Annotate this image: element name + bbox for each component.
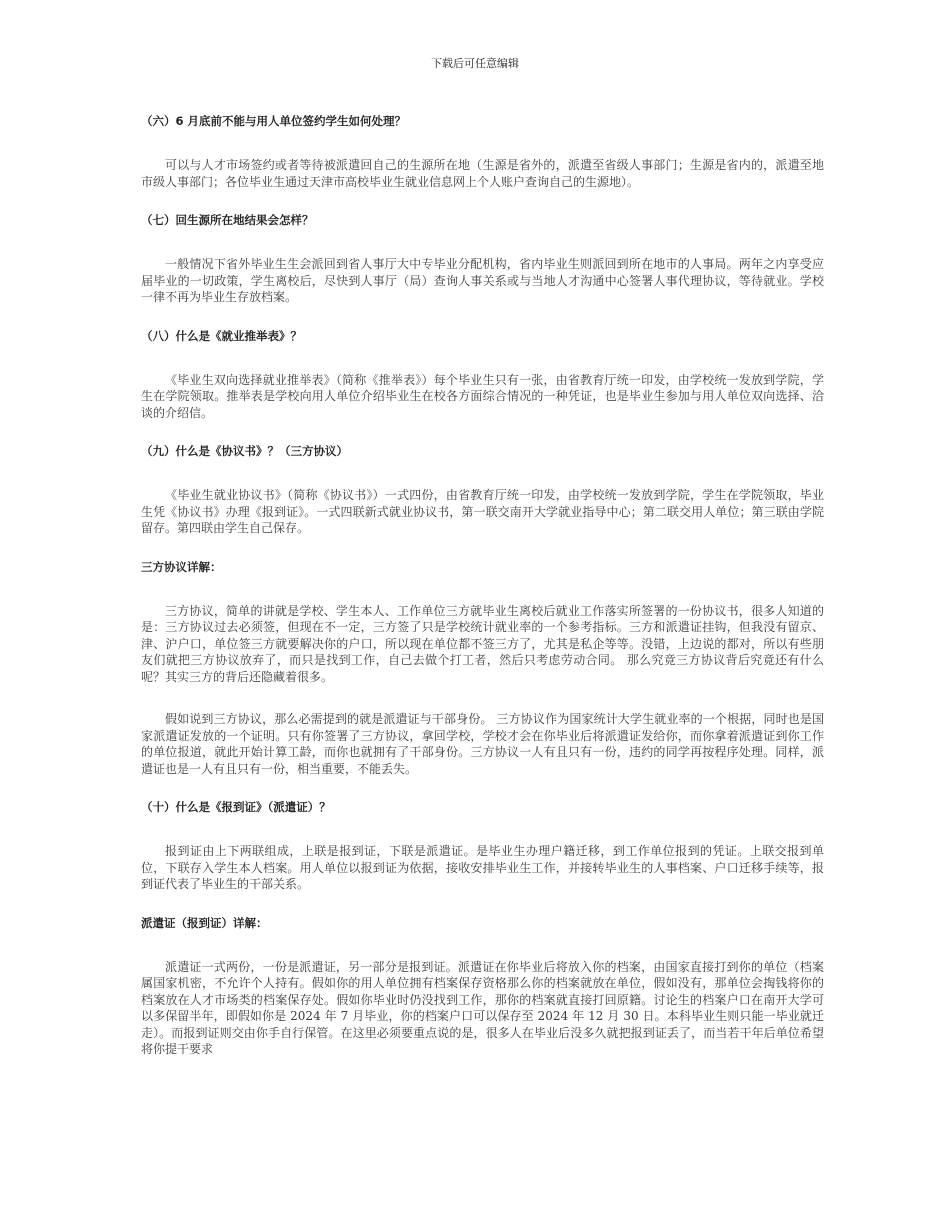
paragraph: 《毕业生双向选择就业推举表》（简称《推举表》）每个毕业生只有一张，由省教育厅统一印发，由学校统一发放到学院，学生在学院领取。推举表是学校向用人单位介绍毕业生在校各方面综合情况的一种凭证，也是毕业生参加与用人单位双向选择、洽谈的介绍信。 xyxy=(141,372,824,420)
section-heading: 派遣证（报到证）详解： xyxy=(141,915,268,930)
paragraph: 三方协议，简单的讲就是学校、学生本人、工作单位三方就毕业生离校后就业工作落实所签署的一份协议书，很多人知道的是：三方协议过去必须签，但现在不一定，三方签了只是学校统计就业率的一个参考指标。三方和派遣证挂钩，但我没有留京、津、沪户口，单位签三方就要解决你的户口，所以现在单位都不签三方了，尤其是私企等等。没错，上边说的都对，所以有些朋友们就把三方协议放弃了，而只是找到工作，自己去做个打工者，然后只考虑劳动合同。 那么究竟三方协议背后究竟还有什么呢？其实三方的背后还隐藏着很多。 xyxy=(141,603,824,684)
paragraph: 一般情况下省外毕业生生会派回到省人事厅大中专毕业分配机构，省内毕业生则派回到所在地市的人事局。两年之内享受应届毕业的一切政策，学生离校后，尽快到人事厅（局）查询人事关系或与当地人才沟通中心签署人事代理协议，等待就业。学校一律不再为毕业生存放档案。 xyxy=(141,257,824,304)
section-6 xyxy=(141,111,824,190)
paragraph: 报到证由上下两联组成，上联是报到证，下联是派遣证。是毕业生办理户籍迁移，到工作单位报到的凭证。上联交报到单位，下联存入学生本人档案。用人单位以报到证为依据，接收安排毕业生工作，并接转毕业生的人事档案、户口迁移手续等，报到证代表了毕业生的干部关系。 xyxy=(141,844,824,891)
section-heading: （八）什么是《就业推举表》？ xyxy=(141,328,302,343)
paragraph: 《毕业生就业协议书》（简称《协议书》）一式四份，由省教育厅统一印发，由学校统一发放到学院，学生在学院领取，毕业生凭《协议书》办理《报到证》。一式四联新式就业协议书，第一联交南开大学就业指导中心；第二联交用人单位；第三联由学院留存。第四联由学生自己保存。 xyxy=(141,488,824,535)
section-dispatch-detail xyxy=(141,913,824,1058)
paragraph: 派遣证一式两份，一份是派遣证，另一部分是报到证。派遣证在你毕业后将放入你的档案，由国家直接打到你的单位（档案属国家机密，不允许个人持有。假如你的用人单位拥有档案保存资格那么你的档案就放在单位，假如没有，那单位会掏钱将你的档案放在人才市场类的档案保存处。假如你毕业时仍没找到工作，那你的档案就直接打回原籍。讨论生的档案户口在南开大学可以多保留半年，即假如你是 2024 年 7 月毕业，你的档案户口可以保存至 2024 年 12 月 30 日。本科毕业生则只能一毕业就迁走）。而报到证则交由你手自行保管。在这里必须要重点说的是，很多人在毕业后没多久就把报到证丢了，而当若干年后单位希望将你提干要求 xyxy=(141,959,824,1056)
section-heading: 三方协议详解： xyxy=(141,559,222,574)
page-header: 下载后可任意编辑 xyxy=(431,57,519,70)
section-heading: （九）什么是《协议书》？（三方协议） xyxy=(141,444,348,458)
section-8 xyxy=(141,326,824,422)
section-9 xyxy=(141,441,824,537)
section-7 xyxy=(141,210,824,306)
paragraph: 假如说到三方协议，那么必需提到的就是派遣证与干部身份。 三方协议作为国家统计大学生就业率的一个根据，同时也是国家派遣证发放的一个证明。只有你签署了三方协议，拿回学校，学校才会在你毕业后将派遣证发给你，而你拿着派遣证到你工作的单位报道，就此开始计算工龄，而你也就拥有了干部身份。三方协议一人有且只有一份，违约的同学再按程序处理。同样，派遣证也是一人有且只有一份，相当重要，不能丢失。 xyxy=(141,712,824,776)
paragraph: 可以与人才市场签约或者等待被派遣回自己的生源所在地（生源是省外的，派遣至省级人事部门；生源是省内的，派遣至地市级人事部门；各位毕业生通过天津市高校毕业生就业信息网上个人账户查询自己的生源地）。 xyxy=(141,158,824,189)
section-heading: （十）什么是《报到证》（派遣证）？ xyxy=(141,800,331,814)
section-10 xyxy=(141,797,824,893)
section-heading: （六）6 月底前不能与用人单位签约学生如何处理？ xyxy=(141,114,407,128)
document-body xyxy=(141,111,824,1058)
section-heading: （七）回生源所在地结果会怎样？ xyxy=(141,213,314,227)
section-tripartite-detail xyxy=(141,557,824,778)
